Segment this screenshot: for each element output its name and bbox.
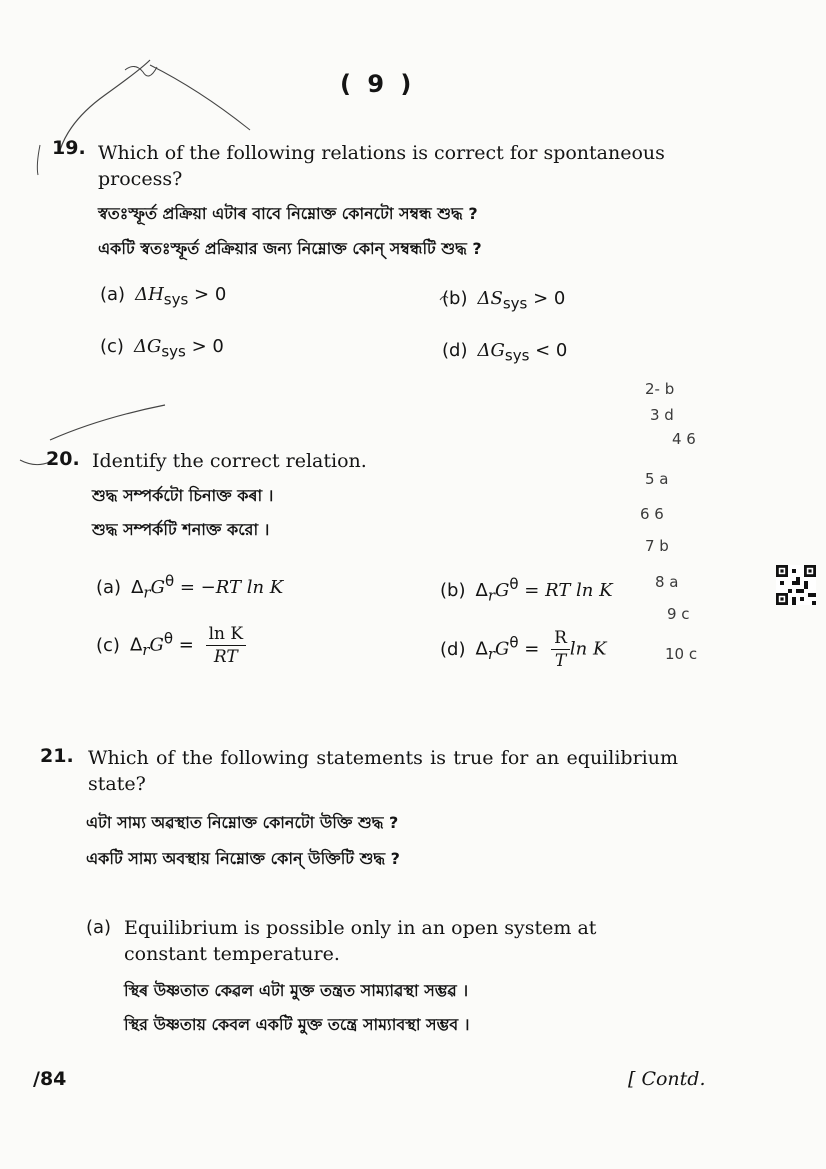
- handwritten-answer: 9 c: [667, 605, 690, 623]
- qr-code: [776, 565, 816, 605]
- q19-option-b: (b) $\Delta S_{sys} > 0$: [442, 288, 566, 313]
- question-21-english: Which of the following statements is true for an equilibrium state?: [88, 747, 678, 795]
- continued-label: [ Contd.: [628, 1068, 706, 1090]
- paper-code: /84: [33, 1068, 67, 1090]
- question-21-bengali: একটি সাম্য অবস্থায় নিম্নোক্ত কোন্ উক্তিটি শুদ্ধ ?: [86, 849, 400, 868]
- handwritten-answer: 4 6: [672, 430, 696, 448]
- q21-option-a-assamese: স্থিৰ উষ্ণতাত কেৱল এটা মুক্ত তন্ত্ৰত সাম্যাৱস্থা সম্ভৱ ।: [124, 981, 469, 1000]
- q20-option-c: (c) $\Delta_rG^\theta$ = $\frac{\text{ln K}}{RT}$: [96, 624, 246, 667]
- q19-option-a: (a) $\Delta H_{sys} > 0$: [100, 284, 227, 309]
- question-20-english: Identify the correct relation.: [92, 450, 367, 472]
- q20-option-a: (a) $\Delta_rG^\theta = -RT$ ln K: [96, 572, 284, 602]
- handwritten-answer: 7 b: [645, 537, 669, 555]
- question-19-english: Which of the following relations is correct for spontaneous process?: [98, 142, 665, 190]
- question-21-number: 21.: [40, 745, 74, 767]
- handwritten-answer: 8 a: [655, 573, 679, 591]
- fraction: $\frac{\text{ln K}}{RT}$: [206, 624, 247, 667]
- question-19-bengali: একটি স্বতঃস্ফূর্ত প্রক্রিয়ার জন্য নিম্নোক্ত কোন্ সম্বন্ধটি শুদ্ধ ?: [98, 239, 482, 258]
- handwritten-answer: 6 6: [640, 505, 664, 523]
- question-19-assamese: স্বতঃস্ফূৰ্ত প্ৰক্ৰিয়া এটাৰ বাবে নিম্নোক্ত কোনটো সম্বন্ধ শুদ্ধ ?: [98, 204, 478, 223]
- question-20-number: 20.: [46, 448, 80, 470]
- handwritten-answer: 2- b: [645, 380, 675, 398]
- handwritten-answer: 10 c: [665, 645, 698, 663]
- page-number: ( 9 ): [340, 70, 416, 98]
- q19-option-d: (d) $\Delta G_{sys} < 0$: [442, 340, 568, 365]
- q21-option-a-bengali: স্থির উষ্ণতায় কেবল একটি মুক্ত তন্ত্রে সাম্যাবস্থা সম্ভব ।: [124, 1015, 470, 1034]
- fraction: $\frac{R}{T}$: [551, 628, 570, 671]
- question-21-assamese: এটা সাম্য অৱস্থাত নিম্নোক্ত কোনটো উক্তি শুদ্ধ ?: [86, 813, 399, 832]
- q20-option-d: (d) $\Delta_rG^\theta$ = $\frac{R}{T}$ ln K: [440, 628, 607, 671]
- question-20-bengali: শুদ্ধ সম্পর্কটি শনাক্ত করো ।: [92, 520, 270, 539]
- handwritten-answer: 3 d: [650, 406, 674, 424]
- handwritten-answer: 5 a: [645, 470, 669, 488]
- question-20-assamese: শুদ্ধ সম্পৰ্কটো চিনাক্ত কৰা ।: [92, 486, 274, 505]
- q20-option-b: (b) $\Delta_rG^\theta$ = RT ln K: [440, 575, 613, 605]
- q21-option-a-english: Equilibrium is possible only in an open system at constant temperature.: [124, 917, 597, 965]
- question-19-number: 19.: [52, 137, 86, 159]
- q21-option-a-label: (a): [86, 917, 112, 938]
- q19-option-c: (c) $\Delta G_{sys} > 0$: [100, 336, 224, 361]
